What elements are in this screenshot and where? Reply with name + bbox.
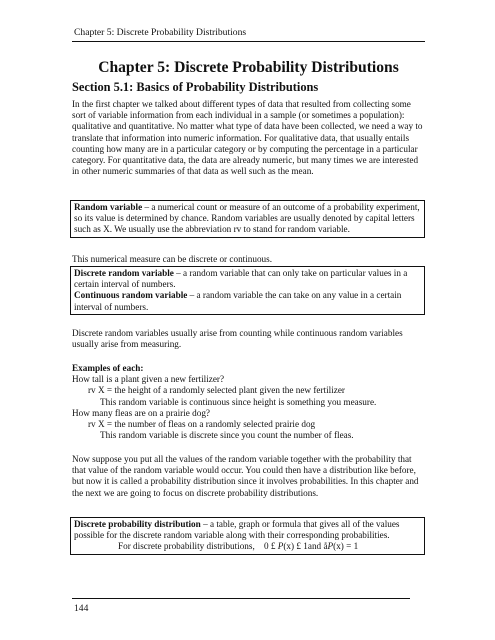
- example-rv-2: rv X = the number of fleas on a randomly selected prairie dog: [88, 419, 316, 430]
- page-number: 144: [74, 603, 89, 614]
- intro-text: In the first chapter we talked about different types of data that resulted from collecting some sort of variable information from each individual in a sample (or sometimes a population): qualitative and quantitative. No matter what type of data have been collected, we need a way to translate that information into numeric information. For qualitative data, that usually entails counting how many are in a particular category or by computing the percentage in a particular category. For quantitative data, the data are already numeric, but many times we are interested in other numeric summaries of that data as well such as the mean.: [72, 99, 423, 177]
- term-distribution: Discrete probability distribution: [74, 519, 201, 529]
- term-discrete: Discrete random variable: [74, 268, 174, 278]
- arise-paragraph: Discrete random variables usually arise from counting while continuous random variables usually arise from measuring.: [72, 328, 403, 350]
- definition-distribution-text: – a table, graph or formula that gives all of the values possible for the discrete random variable along with their corresponding probabilities.: [74, 519, 400, 541]
- term-random-variable: Random variable: [74, 202, 143, 212]
- definition-types-box: [70, 266, 425, 315]
- header-rule: [72, 41, 425, 42]
- distribution-paragraph: Now suppose you put all the values of the random variable together with the probability that that value of the random variable would occur. You could then have a distribution like before, but now it is called a probability distribution since it involves probabilities. In this chapter and the next we are going to focus on discrete probability distributions.: [72, 454, 419, 498]
- definition-random-variable: [74, 202, 421, 236]
- definition-continuous-text: – a random variable the can take on any value in a certain interval of numbers.: [74, 290, 402, 312]
- definition-random-variable-text: – a numerical count or measure of an outcome of a probability experiment, so its value is determined by chance. Random variables are usually denoted by capital letters such as X. We usually use the abbreviation rv to stand for random variable.: [74, 202, 420, 235]
- section-title: Section 5.1: Basics of Probability Distributions: [72, 80, 319, 94]
- footer-rule: [72, 598, 410, 599]
- running-head: Chapter 5: Discrete Probability Distributions: [74, 27, 247, 38]
- example-note-2: This random variable is discrete since you count the number of fleas.: [100, 430, 354, 441]
- example-note-1: This random variable is continuous since height is something you measure.: [100, 396, 377, 407]
- term-continuous: Continuous random variable: [74, 290, 188, 301]
- example-question-2: How many fleas are on a prairie dog?: [72, 407, 211, 418]
- distribution-formula: For discrete probability distributions, 0 £ P(x) £ 1and åP(x) = 1: [118, 541, 359, 552]
- example-rv-1: rv X = the height of a randomly selected plant given the new fertilizer: [88, 385, 345, 396]
- examples-section: [72, 363, 425, 441]
- definition-discrete-text: – a random variable that can only take on particular values in a certain interval of numbers.: [74, 268, 408, 290]
- examples-heading: Examples of each:: [72, 363, 144, 373]
- chapter-title: Chapter 5: Discrete Probability Distributions: [98, 59, 399, 76]
- definition-discrete: [74, 268, 421, 290]
- definition-distribution: [74, 519, 421, 541]
- intro-paragraph: [72, 99, 425, 177]
- definition-distribution-box: [70, 517, 425, 555]
- measure-line: This numerical measure can be discrete or continuous.: [72, 254, 273, 264]
- example-question-1: How tall is a plant given a new fertilizer?: [72, 374, 225, 385]
- definition-random-variable-box: [70, 200, 425, 238]
- definition-continuous: [74, 290, 421, 312]
